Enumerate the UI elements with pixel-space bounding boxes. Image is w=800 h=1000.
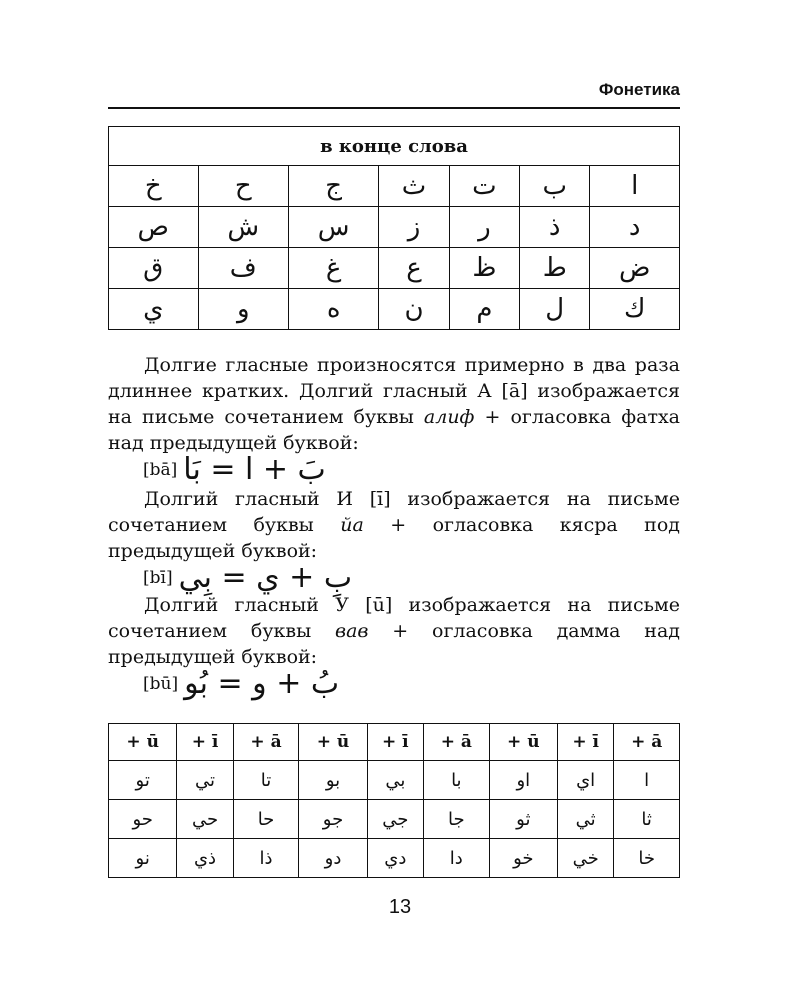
syllable-cell: تي: [177, 761, 233, 800]
formula-bi: [143, 560, 352, 595]
paragraph-text: + огласовка кясра под предыдущей буквой:: [108, 514, 680, 562]
letter-cell: ظ: [449, 248, 519, 289]
syllable-cell: حو: [109, 800, 177, 839]
transliteration: [bū]: [143, 673, 179, 694]
syllable-cell: او: [489, 761, 557, 800]
letter-cell: ش: [198, 207, 288, 248]
letter-cell: ز: [379, 207, 449, 248]
letter-cell: خ: [109, 166, 199, 207]
vowel-header: + ī: [177, 724, 233, 761]
letter-cell: ض: [590, 248, 680, 289]
letter-cell: ج: [288, 166, 378, 207]
paragraph-text: Долгий гласный И [ī] изображается на письме сочетанием буквы: [108, 488, 680, 536]
table-row: [109, 248, 680, 289]
table-row: [109, 207, 680, 248]
vowel-header: + ū: [299, 724, 367, 761]
vowel-header: + ū: [489, 724, 557, 761]
syllable-cell: تو: [109, 761, 177, 800]
syllable-cell: با: [424, 761, 490, 800]
paragraph-long-u: [108, 592, 680, 670]
header-divider: [108, 107, 680, 109]
syllable-cell: خو: [489, 839, 557, 878]
letter-cell: و: [198, 289, 288, 330]
syllable-cell: دو: [299, 839, 367, 878]
letter-cell: ك: [590, 289, 680, 330]
letter-cell: ذ: [520, 207, 590, 248]
paragraph-text: Долгие гласные произносятся примерно в два раза длиннее кратких. Долгий гласный А [ā] изображается на письме сочетанием буквы: [108, 354, 680, 428]
formula-bu: [143, 666, 339, 701]
letter-cell: ت: [449, 166, 519, 207]
paragraph-long-i: [108, 486, 680, 564]
paragraph-text: + огласовка дамма над предыдущей буквой:: [108, 620, 681, 668]
letter-cell: غ: [288, 248, 378, 289]
syllable-cell: ذا: [233, 839, 299, 878]
transliteration: [bā]: [143, 459, 178, 480]
arabic-formula: بَ + ا = بَا: [183, 452, 326, 487]
syllable-cell: اي: [557, 761, 613, 800]
letter-cell: ح: [198, 166, 288, 207]
letter-cell: س: [288, 207, 378, 248]
syllable-cell: ثو: [489, 800, 557, 839]
vowel-header: + ā: [614, 724, 680, 761]
syllable-cell: حي: [177, 800, 233, 839]
letter-cell: ق: [109, 248, 199, 289]
syllable-cell: ثي: [557, 800, 613, 839]
letter-cell: د: [590, 207, 680, 248]
letter-cell: ه: [288, 289, 378, 330]
vowel-header: + ū: [109, 724, 177, 761]
formula-ba: [143, 452, 326, 487]
syllable-cell: دا: [424, 839, 490, 878]
table-row: [109, 761, 680, 800]
paragraph-text: Долгий гласный У [ū] изображается на письме сочетанием буквы: [108, 594, 680, 642]
vowel-header: + ī: [557, 724, 613, 761]
letter-cell: ل: [520, 289, 590, 330]
syllable-cell: دي: [367, 839, 423, 878]
letter-cell: م: [449, 289, 519, 330]
syllable-cell: بي: [367, 761, 423, 800]
letter-cell: ص: [109, 207, 199, 248]
page-number: 13: [388, 896, 412, 918]
syllable-cell: نو: [109, 839, 177, 878]
syllable-cell: حا: [233, 800, 299, 839]
italic-term: алиф: [423, 406, 475, 428]
syllable-cell: ذي: [177, 839, 233, 878]
table-title: в конце слова: [109, 127, 680, 166]
letter-cell: ف: [198, 248, 288, 289]
table-row: [109, 800, 680, 839]
table-row: [109, 839, 680, 878]
italic-term: йа: [340, 514, 364, 536]
letter-cell: ث: [379, 166, 449, 207]
syllable-cell: جي: [367, 800, 423, 839]
letter-cell: ي: [109, 289, 199, 330]
letter-cell: ط: [520, 248, 590, 289]
letter-cell: ع: [379, 248, 449, 289]
table-row: [109, 166, 680, 207]
syllable-cell: جو: [299, 800, 367, 839]
syllable-cell: ا: [614, 761, 680, 800]
paragraph-long-a: [108, 352, 680, 456]
syllable-cell: ثا: [614, 800, 680, 839]
italic-term: вав: [335, 620, 369, 642]
syllable-cell: تا: [233, 761, 299, 800]
letter-cell: ر: [449, 207, 519, 248]
table-row: [109, 289, 680, 330]
arabic-formula: بِ + ي = بِي: [178, 560, 353, 595]
arabic-formula: بُ + و = بُو: [184, 666, 340, 701]
letter-cell: ن: [379, 289, 449, 330]
letters-end-of-word-table: [108, 126, 680, 330]
letter-cell: ا: [590, 166, 680, 207]
vowel-header: + ā: [424, 724, 490, 761]
syllable-cell: خي: [557, 839, 613, 878]
syllable-cell: جا: [424, 800, 490, 839]
vowel-header: + ī: [367, 724, 423, 761]
running-header: Фонетика: [598, 80, 680, 99]
paragraph-text: + огласовка фатха над предыдущей буквой:: [108, 406, 681, 454]
long-vowels-table: [108, 723, 680, 878]
syllable-cell: بو: [299, 761, 367, 800]
syllable-cell: خا: [614, 839, 680, 878]
letter-cell: ب: [520, 166, 590, 207]
vowel-header: + ā: [233, 724, 299, 761]
transliteration: [bī]: [143, 567, 173, 588]
